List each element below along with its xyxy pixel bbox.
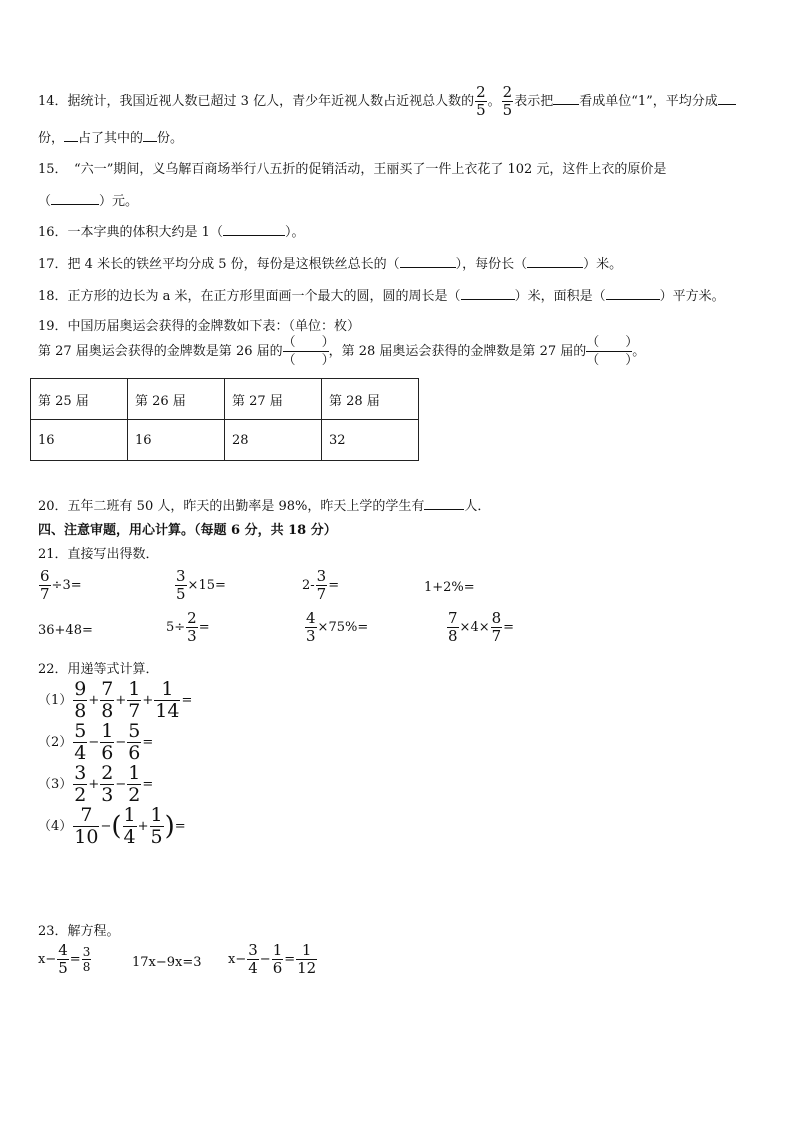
calc-item: 36+48= (38, 623, 93, 638)
question-23-title: 23．解方程。 (38, 924, 120, 939)
answer-blank[interactable] (51, 192, 99, 205)
calc-item: $\frac{7}{8}$ ×4× $\frac{8}{7}$ = (448, 609, 515, 645)
question-21-title: 21．直接写出得数． (38, 547, 159, 562)
calc-item: 2- $\frac{3}{7}$ = (302, 567, 340, 603)
question-22-title: 22．用递等式计算． (38, 662, 159, 677)
question-18: 18．正方形的边长为 a 米，在正方形里面画一个最大的圆，圆的周长是（ ）米，面积是（ ）平方米。 (38, 289, 725, 304)
answer-blank[interactable] (400, 255, 456, 268)
question-14-line2: 份， 占了其中的 份。 (38, 131, 184, 146)
question-14-line1: 14．据统计，我国近视人数已超过 3 亿人，青少年近视人数占近视总人数的 $\frac{2}{5}$ 。 $\frac{2}{5}$ 表示把 看成单位“1”，平均分成 (38, 85, 736, 118)
table-row (31, 420, 419, 461)
table-header-cell: 第 26 届 (128, 379, 225, 420)
question-19-sentence: 第 27 届奥运会获得的金牌数是第 26 届的$\frac{( )}{( )}$，第 28 届奥运会获得的金牌数是第 27 届的$\frac{( )}{( )}$。 (38, 335, 646, 368)
equation-3: x− $\frac{3}{4}$ − $\frac{1}{6}$ = $\frac{1}{12}$ (228, 941, 317, 977)
question-15-line2: （ ）元。 (38, 194, 139, 209)
calc-line-3: （3） $\frac{3}{2}$ + $\frac{2}{3}$ − $\frac{1}{2}$ = (38, 762, 154, 806)
table-header-cell: 第 28 届 (322, 379, 419, 420)
question-16: 16．一本字典的体积大约是 1（ ）。 (38, 225, 305, 240)
answer-blank[interactable] (553, 92, 579, 105)
answer-blank[interactable] (527, 255, 583, 268)
table-header-cell: 第 25 届 (31, 379, 128, 420)
calc-line-4: （4） $\frac{7}{10}$ −( $\frac{1}{4}$ + $\frac{1}{5}$ )= (38, 804, 186, 848)
question-15-line1: 15． “六一”期间，义乌解百商场举行八五折的促销活动，王丽买了一件上衣花了 102 元，这件上衣的原价是 (38, 162, 667, 177)
fraction-two-fifths: $\frac{2}{5}$ (476, 83, 486, 119)
table-header-cell: 第 27 届 (225, 379, 322, 420)
question-17: 17．把 4 米长的铁丝平均分成 5 份，每份是这根铁丝总长的（ ），每份长（ ）米。 (38, 257, 623, 272)
section-heading: 四、注意审题，用心计算。（每题 6 分，共 18 分） (38, 523, 337, 538)
calc-item: 1+2%= (424, 580, 475, 595)
table-cell: 28 (225, 420, 322, 461)
question-19-title: 19．中国历届奥运会获得的金牌数如下表：（单位：枚） (38, 319, 361, 334)
answer-blank[interactable] (424, 497, 464, 510)
question-20: 20．五年二班有 50 人，昨天的出勤率是 98%，昨天上学的学生有 人． (38, 499, 491, 514)
table-cell: 16 (128, 420, 225, 461)
calc-item: $\frac{4}{3}$ ×75%= (306, 609, 369, 645)
gold-medal-table (30, 378, 419, 461)
answer-blank[interactable] (143, 129, 157, 142)
fraction-two-fifths-2: $\frac{2}{5}$ (502, 83, 513, 119)
calc-line-2: （2） $\frac{5}{4}$ − $\frac{1}{6}$ − $\frac{5}{6}$ = (38, 720, 154, 764)
calc-item: 5÷ $\frac{2}{3}$ = (166, 609, 210, 645)
blank-fraction[interactable]: $\frac{( )}{( )}$ (586, 335, 639, 368)
table-header-row (31, 379, 419, 420)
answer-blank[interactable] (223, 223, 285, 236)
table-cell: 16 (31, 420, 128, 461)
answer-blank[interactable] (64, 129, 78, 142)
equation-1: x− $\frac{4}{5}$ = $\frac{3}{8}$ (38, 941, 91, 977)
answer-blank[interactable] (461, 287, 515, 300)
blank-fraction[interactable]: $\frac{( )}{( )}$ (282, 335, 335, 368)
calc-line-1: （1） $\frac{9}{8}$ + $\frac{7}{8}$ + $\frac{1}{7}$ + $\frac{1}{14}$ = (38, 678, 193, 722)
calc-item: $\frac{6}{7}$ ÷3= (40, 567, 82, 603)
answer-blank[interactable] (718, 92, 736, 105)
equation-2: 17x−9x=3 (132, 955, 202, 970)
calc-item: $\frac{3}{5}$ ×15= (176, 567, 226, 603)
answer-blank[interactable] (606, 287, 660, 300)
table-cell: 32 (322, 420, 419, 461)
